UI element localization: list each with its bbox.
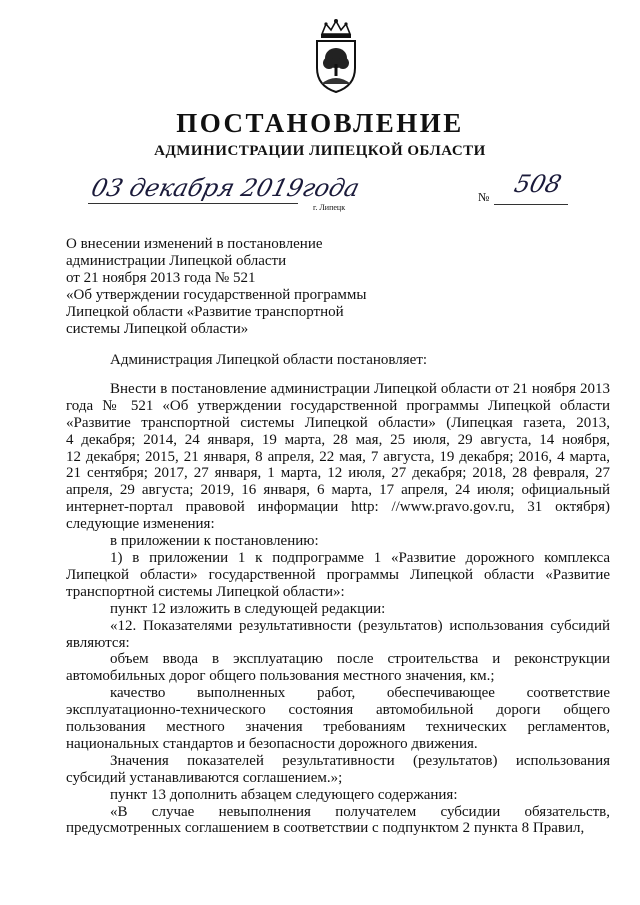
body-line: в приложении к постановлению: bbox=[110, 533, 319, 550]
body-line: транспортной системы Липецкой области»: bbox=[66, 583, 345, 600]
resolution-intro: Администрация Липецкой области постановляет: bbox=[110, 352, 428, 368]
document-title: ПОСТАНОВЛЕНИЕ bbox=[176, 108, 464, 138]
body-line: эксплуатационно-технического состояния автомобильной дороги общего bbox=[66, 702, 610, 719]
body-line: Значения показателей результативности (результатов) использования bbox=[110, 752, 610, 769]
body-line: национальных стандартов и безопасности дорожного движения. bbox=[66, 735, 478, 752]
subject-line: «Об утверждении государственной программы bbox=[66, 287, 367, 303]
body-paragraphs bbox=[66, 381, 610, 837]
body-line: пункт 13 дополнить абзацем следующего содержания: bbox=[110, 786, 458, 803]
body-line: апреля, 29 августа; 2019, 16 января, 6 марта, 17 апреля, 24 июля; официальный bbox=[66, 482, 610, 499]
subject-line: администрации Липецкой области bbox=[66, 253, 287, 269]
body-line: автомобильных дорог общего пользования местного значения, км.; bbox=[66, 668, 495, 685]
handwritten-date: 03 декабря 2019года bbox=[88, 174, 363, 202]
lipetsk-coat-of-arms-icon bbox=[313, 18, 359, 94]
document-subject bbox=[66, 236, 406, 338]
body-line: пункт 12 изложить в следующей редакции: bbox=[110, 600, 386, 617]
body-line: «12. Показателями результативности (результатов) использования субсидий bbox=[110, 617, 610, 634]
body-line: 4 декабря; 2014, 24 января, 19 марта, 28 мая, 25 июля, 29 августа, 14 ноября, bbox=[66, 431, 610, 448]
body-line: качество выполненных работ, обеспечивающее соответствие bbox=[110, 685, 610, 702]
body-line: 1) в приложении 1 к подпрограмме 1 «Развитие дорожного комплекса bbox=[110, 549, 610, 566]
body-line: Внести в постановление администрации Липецкой области от 21 ноября 2013 bbox=[110, 380, 610, 397]
body-line: пользования местного значения требованиям технических регламентов, bbox=[66, 719, 610, 736]
subject-line: Липецкой области «Развитие транспортной bbox=[66, 304, 344, 320]
handwritten-number: 508 bbox=[511, 170, 565, 198]
body-line: интернет-портал правовой информации http: //www.pravo.gov.ru, 31 октября) bbox=[66, 499, 610, 516]
body-line: предусмотренных соглашением в соответствии с подпунктом 2 пункта 8 Правил, bbox=[66, 820, 585, 837]
body-line: «Развитие транспортной системы Липецкой области» (Липецкая газета, 2013, bbox=[66, 414, 610, 431]
body-line: «В случае невыполнения получателем субсидии обязательств, bbox=[110, 803, 610, 820]
body-line: субсидий устанавливаются соглашением.»; bbox=[66, 769, 343, 786]
body-line: года № 521 «Об утверждении государственной программы Липецкой области bbox=[66, 397, 610, 414]
subject-line: от 21 ноября 2013 года № 521 bbox=[66, 270, 256, 286]
subject-line: системы Липецкой области» bbox=[66, 321, 249, 337]
body-line: 12 декабря; 2015, 21 января, 8 апреля, 22 мая, 7 августа, 19 декабря; 2016, 4 марта, bbox=[66, 448, 610, 465]
body-line: 21 сентября; 2017, 27 января, 1 марта, 12 июля, 27 декабря; 2018, 28 февраля, 27 bbox=[66, 465, 610, 482]
body-line: Липецкой области» государственной программы Липецкой области «Развитие bbox=[66, 566, 610, 583]
subject-line: О внесении изменений в постановление bbox=[66, 236, 323, 252]
number-underline bbox=[494, 204, 568, 205]
date-underline bbox=[88, 203, 298, 204]
document-body bbox=[66, 352, 610, 837]
number-sign: № bbox=[478, 190, 490, 204]
city-label: г. Липецк bbox=[313, 203, 346, 212]
issuing-authority: АДМИНИСТРАЦИИ ЛИПЕЦКОЙ ОБЛАСТИ bbox=[154, 143, 486, 159]
body-line: следующие изменения: bbox=[66, 516, 215, 533]
body-line: объем ввода в эксплуатацию после строительства и реконструкции bbox=[110, 651, 610, 668]
body-line: являются: bbox=[66, 634, 130, 651]
